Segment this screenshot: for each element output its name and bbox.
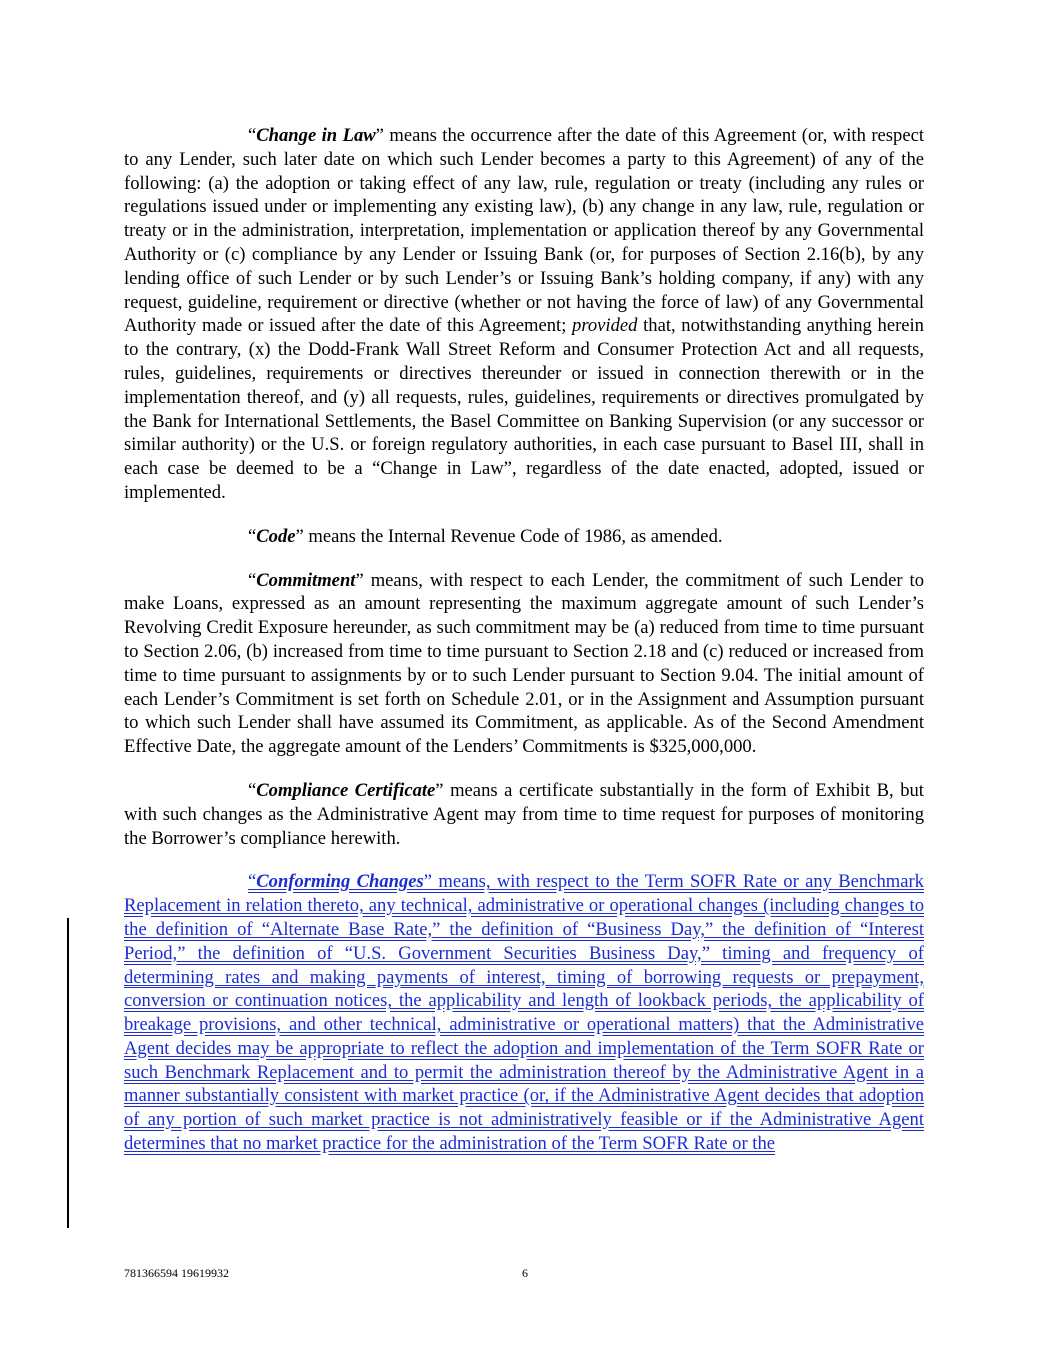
footer-page-number: 6 (522, 1266, 528, 1280)
definition-compliance-certificate: “Compliance Certificate” means a certificate substantially in the form of Exhibit B, but with such changes as the Administrative Agent may from time to time request for purposes of monitoring the Borrower’s compliance herewith. (124, 779, 924, 849)
definition-conforming-changes: “Conforming Changes” means, with respect to the Term SOFR Rate or any Benchmark Replacement in relation thereto, any technical, administrative or operational changes (including changes to the definition of “Alternate Base Rate,” the definition of “Business Day,” the definition of “Interest Period,” the definition of “U.S. Government Securities Business Day,” timing and frequency of determining rates and making payments of interest, timing of borrowing requests or prepayment, conversion or continuation notices, the applicability and length of lookback periods, the applicability of breakage provisions, and other technical, administrative or operational matters) that the Administrative Agent decides may be appropriate to reflect the adoption and implementation of the Term SOFR Rate or such Benchmark Replacement and to permit the administration thereof by the Administrative Agent in a manner substantially consistent with market practice (or, if the Administrative Agent decides that adoption of any portion of such market practice is not administratively feasible or if the Administrative Agent determines that no market practice for the administration of the Term SOFR Rate or the (124, 871, 924, 1155)
italic-proviso: provided (572, 315, 638, 337)
definition-change-in-law: “Change in Law” means the occurrence after the date of this Agreement (or, with respect to any Lender, such later date on which such Lender becomes a party to this Agreement) of any of the following: (a) the adoption or taking effect of any law, rule, regulation or treaty (including any rules or regulations issued under or implementing any existing law), (b) any change in any law, rule, regulation or treaty or in the administration, interpretation, implementation or application thereof by any Governmental Authority or (c) compliance by any Lender or Issuing Bank (or, for purposes of Section 2.16(b), by any lending office of such Lender or by such Lender’s or Issuing Bank’s holding company, if any) with any request, guideline, requirement or directive (whether or not having the force of law) of any Governmental Authority made or issued after the date of this Agreement; provided that, notwithstanding anything herein to the contrary, (x) the Dodd-Frank Wall Street Reform and Consumer Protection Act and all requests, rules, guidelines, requirements or directives thereunder or issued in connection therewith or in the implementation thereof, and (y) all requests, rules, guidelines, requirements or directives promulgated by the Bank for International Settlements, the Basel Committee on Banking Supervision (or any successor or similar authority) or the U.S. or foreign regulatory authorities, in each case pursuant to Basel III, shall in each case be deemed to be a “Change in Law”, regardless of the date enacted, adopted, issued or implemented. (124, 125, 924, 503)
defined-term: Compliance Certificate (256, 779, 436, 801)
revision-change-bar (67, 918, 69, 1228)
document-page (124, 124, 924, 1176)
defined-term: Conforming Changes (256, 871, 424, 893)
definition-commitment: “Commitment” means, with respect to each Lender, the commitment of such Lender to make Loans, expressed as an amount representing the maximum aggregate amount of such Lender’s Revolving Credit Exposure hereunder, as such commitment may be (a) reduced from time to time pursuant to Section 2.06, (b) increased from time to time pursuant to Section 2.18 and (c) reduced or increased from time to time pursuant to assignments by or to such Lender pursuant to Section 9.04. The initial amount of each Lender’s Commitment is set forth on Schedule 2.01, or in the Assignment and Assumption pursuant to which such Lender shall have assumed its Commitment, as applicable. As of the Second Amendment Effective Date, the aggregate amount of the Lenders’ Commitments is $325,000,000. (124, 569, 924, 758)
defined-term: Code (256, 525, 296, 547)
defined-term: Change in Law (256, 125, 376, 146)
footer-document-id: 781366594 19619932 (124, 1266, 229, 1280)
definition-code: “Code” means the Internal Revenue Code of 1986, as amended. (248, 525, 723, 547)
defined-term: Commitment (256, 569, 356, 591)
